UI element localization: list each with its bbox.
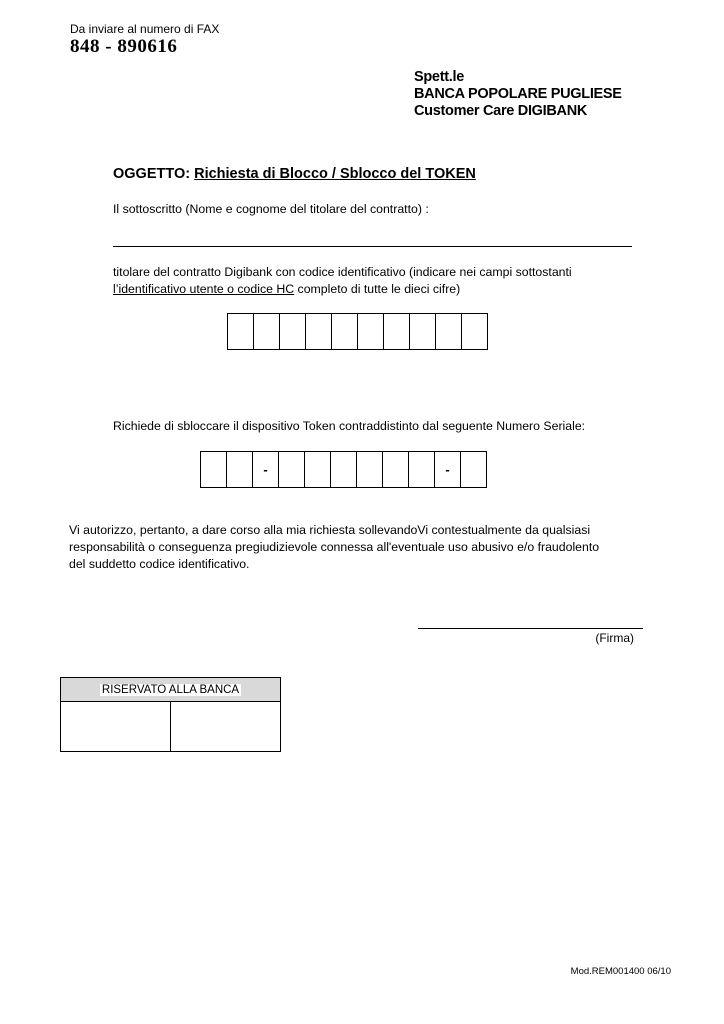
serial-box[interactable] bbox=[331, 451, 357, 488]
id-box[interactable] bbox=[306, 313, 332, 350]
reserved-bank-cell-left bbox=[61, 702, 170, 751]
reserved-bank-header bbox=[61, 678, 280, 702]
fax-label: Da inviare al numero di FAX bbox=[70, 22, 220, 36]
holder-text bbox=[113, 264, 572, 298]
serial-box[interactable] bbox=[227, 451, 253, 488]
fax-number: 848 - 890616 bbox=[70, 36, 178, 57]
form-code: Mod.REM001400 06/10 bbox=[570, 966, 671, 977]
serial-box[interactable] bbox=[383, 451, 409, 488]
authorization-line-2: responsabilità o conseguenza pregiudizievole connessa all'eventuale uso abusivo e/o fraudolento bbox=[69, 540, 600, 554]
id-box[interactable] bbox=[332, 313, 358, 350]
signature-label: (Firma) bbox=[595, 631, 634, 645]
reserved-bank-title: RISERVATO ALLA BANCA bbox=[101, 683, 240, 696]
authorization-line-1: Vi autorizzo, pertanto, a dare corso alla mia richiesta sollevandoVi contestualmente da qualsiasi bbox=[69, 523, 591, 537]
serial-box[interactable] bbox=[409, 451, 435, 488]
subject-line bbox=[113, 166, 476, 182]
id-box[interactable] bbox=[358, 313, 384, 350]
holder-underlined-text: l’identificativo utente o codice HC bbox=[113, 282, 295, 296]
reserved-bank-table bbox=[60, 677, 281, 752]
name-field-line[interactable] bbox=[113, 246, 632, 247]
reserved-bank-body bbox=[61, 702, 280, 751]
id-box[interactable] bbox=[254, 313, 280, 350]
request-text: Richiede di sbloccare il dispositivo Token contraddistinto dal seguente Numero Seriale: bbox=[113, 419, 586, 433]
id-box[interactable] bbox=[384, 313, 410, 350]
subject-title: Richiesta di Blocco / Sblocco del TOKEN bbox=[194, 166, 476, 182]
id-box[interactable] bbox=[410, 313, 436, 350]
recipient-department: Customer Care DIGIBANK bbox=[414, 103, 588, 119]
signature-line[interactable] bbox=[418, 628, 643, 629]
serial-box-dash: - bbox=[253, 451, 279, 488]
subject-label: OGGETTO: bbox=[113, 166, 191, 182]
holder-line-2-rest: completo di tutte le dieci cifre) bbox=[294, 282, 461, 296]
serial-box[interactable] bbox=[305, 451, 331, 488]
recipient-bank: BANCA POPOLARE PUGLIESE bbox=[414, 86, 622, 102]
id-box[interactable] bbox=[436, 313, 462, 350]
serial-box[interactable] bbox=[461, 451, 487, 488]
serial-box[interactable] bbox=[357, 451, 383, 488]
id-box[interactable] bbox=[228, 313, 254, 350]
serial-box-dash: - bbox=[435, 451, 461, 488]
holder-line-1: titolare del contratto Digibank con codice identificativo (indicare nei campi sottostanti bbox=[113, 265, 572, 279]
id-code-boxes bbox=[227, 313, 488, 350]
id-box[interactable] bbox=[280, 313, 306, 350]
recipient-block bbox=[414, 69, 622, 120]
authorization-line-3: del suddetto codice identificativo. bbox=[69, 557, 250, 571]
authorization-text bbox=[69, 522, 669, 573]
serial-box[interactable] bbox=[201, 451, 227, 488]
undersigned-text: Il sottoscritto (Nome e cognome del titolare del contratto) : bbox=[113, 202, 429, 216]
holder-line-2 bbox=[113, 281, 572, 298]
serial-box[interactable] bbox=[279, 451, 305, 488]
id-box[interactable] bbox=[462, 313, 488, 350]
recipient-salutation: Spett.le bbox=[414, 69, 464, 85]
serial-number-boxes bbox=[200, 451, 487, 488]
reserved-bank-cell-right bbox=[170, 702, 280, 751]
